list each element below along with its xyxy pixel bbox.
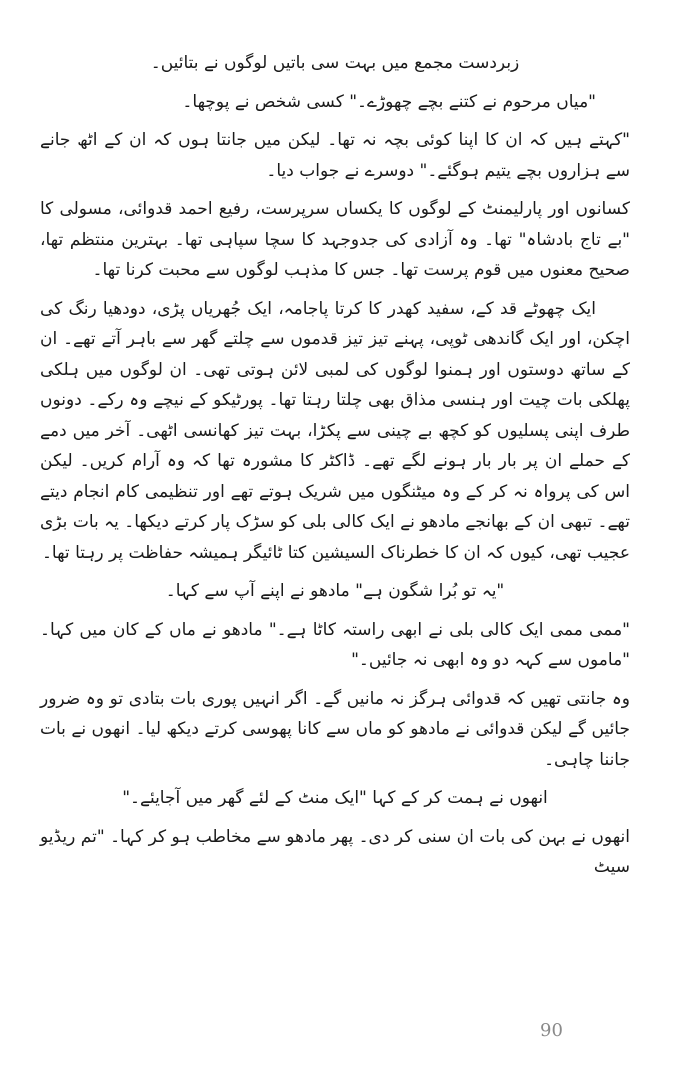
paragraph: "یہ تو بُرا شگون ہے" مادھو نے اپنے آپ سے کہا۔ xyxy=(165,581,505,601)
paragraph: وہ جانتی تھیں کہ قدوائی ہرگز نہ مانیں گے۔ اگر انہیں پوری بات بتادی تو وہ ضرور جائیں گے لیکن قدوائی نے مادھو کو ماں سے کانا پھوسی کرتے دیکھ لیا۔ انھوں نے بات جاننا چاہی۔ xyxy=(40,688,630,770)
page-number: 90 xyxy=(540,1020,563,1041)
page-body-text xyxy=(40,48,630,891)
paragraph: زبردست مجمع میں بہت سی باتیں لوگوں نے بتائیں۔ xyxy=(150,53,520,73)
paragraph: انھوں نے بہن کی بات ان سنی کر دی۔ پھر مادھو سے مخاطب ہو کر کہا۔ "تم ریڈیو سیٹ xyxy=(40,826,630,877)
paragraph: کسانوں اور پارلیمنٹ کے لوگوں کا یکساں سرپرست، رفیع احمد قدوائی، مسولی کا "بے تاج بادشاہ" تھا۔ وہ آزادی کی جدوجہد کا سچا سپاہی تھا۔ بہترین منتظم تھا، صحیح معنوں میں قوم پرست تھا۔ جس کا مذہب لوگوں سے محبت کرنا تھا۔ xyxy=(40,199,630,280)
paragraph: ایک چھوٹے قد کے، سفید کھدر کا کرتا پاجامہ، ایک جُھریاں پڑی، دودھیا رنگ کی اچکن، اور ایک گاندھی ٹوپی، پہنے تیز تیز قدموں سے چلتے گھر سے باہر آتے تھے۔ ان کے ساتھ دوستوں اور ہمنوا لوگوں کی لمبی لائن ہوتی تھی۔ ان لوگوں میں ہلکی پھلکی بات چیت اور ہنسی مذاق بھی چلتا رہتا تھا۔ پورٹیکو کے نیچے وہ رکے۔ دونوں طرف اپنی پسلیوں کو کچھ بے چینی سے پکڑا، بہت تیز کھانسی اٹھی۔ آخر میں دمے کے حملے ان پر بار بار ہونے لگے تھے۔ ڈاکٹر کا مشورہ تھا کہ وہ آرام کریں۔ لیکن اس کی پرواہ نہ کر کے وہ میٹنگوں میں شریک ہوتے تھے اور تنظیمی کام انجام دیتے تھے۔ تبھی ان کے بھانجے مادھو نے ایک کالی بلی کو سڑک پار کرتے دیکھا۔ یہ بات بڑی عجیب تھی، کیوں کہ ان کا خطرناک السیشین کتا ٹائیگر ہمیشہ حفاظت پر رہتا تھا۔ xyxy=(40,298,630,563)
paragraph: "کہتے ہیں کہ ان کا اپنا کوئی بچہ نہ تھا۔ لیکن میں جانتا ہوں کہ ان کے اٹھ جانے سے ہزاروں بچے یتیم ہوگئے۔" دوسرے نے جواب دیا۔ xyxy=(40,130,630,181)
paragraph: "ممی ممی ایک کالی بلی نے ابھی راستہ کاٹا ہے۔" مادھو نے ماں کے کان میں کہا۔ "ماموں سے کہہ دو وہ ابھی نہ جائیں۔" xyxy=(40,619,630,670)
paragraph: انھوں نے ہمت کر کے کہا "ایک منٹ کے لئے گھر میں آجایئے۔" xyxy=(122,788,548,808)
paragraph: "میاں مرحوم نے کتنے بچے چھوڑے۔" کسی شخص نے پوچھا۔ xyxy=(182,91,596,112)
